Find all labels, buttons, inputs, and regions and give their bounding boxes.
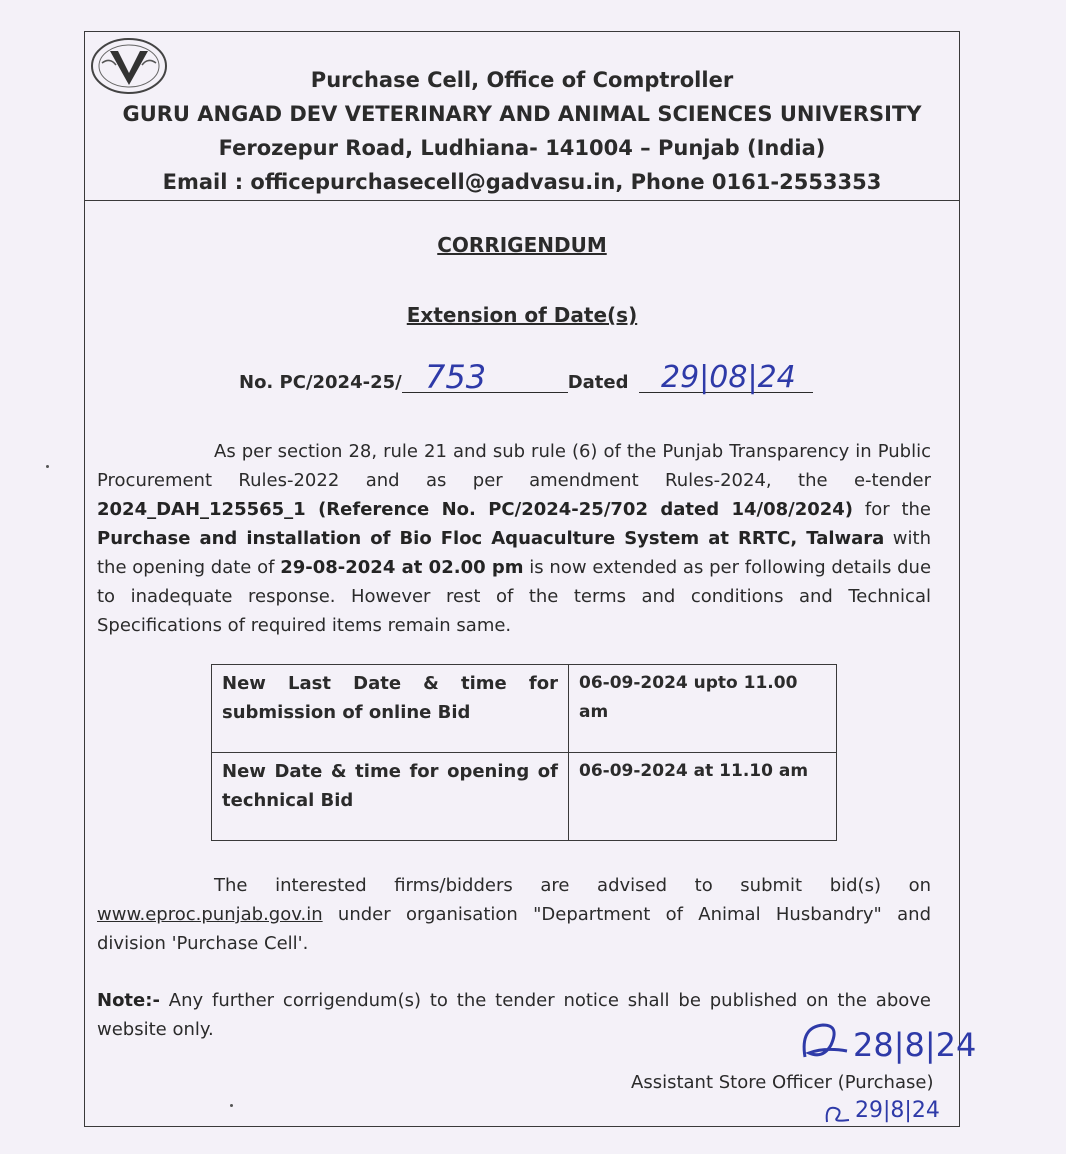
signature-scribble — [795, 1017, 855, 1067]
intro-text-4: is now extended as per following details due to inadequate response. However rest of the terms and conditions and Technical Specifications of required items remain same. — [97, 557, 932, 636]
scan-speck — [46, 465, 49, 468]
handwritten-signature-date-1: 28|8|24 — [853, 1026, 977, 1064]
table-cell-value: 06-09-2024 at 11.10 am — [569, 753, 837, 841]
handwritten-reference-number: 753 — [425, 358, 487, 396]
table-row — [212, 753, 837, 841]
table-cell-label: New Date & time for opening of technical Bid — [212, 753, 569, 841]
intro-text-1: As per section 28, rule 21 and sub rule (6) of the Punjab Transparency in Public Procurement Rules-2022 and as per amendment Rules-2024, the e-tender — [97, 441, 931, 491]
university-name: GURU ANGAD DEV VETERINARY AND ANIMAL SCIENCES UNIVERSITY — [122, 102, 922, 126]
scan-speck — [230, 1104, 233, 1107]
instructions-text-1: The interested firms/bidders are advised to submit bid(s) on — [214, 875, 931, 896]
table-cell-value: 06-09-2024 upto 11.00 am — [569, 665, 837, 753]
table-row — [212, 665, 837, 753]
initials-scribble — [823, 1102, 853, 1126]
document-subtitle: Extension of Date(s) — [406, 303, 638, 327]
office-name: Purchase Cell, Office of Comptroller — [310, 68, 734, 92]
document-title: CORRIGENDUM — [437, 233, 607, 257]
instructions-paragraph — [97, 871, 931, 958]
note-text: Any further corrigendum(s) to the tender notice shall be published on the above website only. — [97, 990, 931, 1040]
eproc-link[interactable]: www.eproc.punjab.gov.in — [97, 904, 323, 925]
letterhead — [85, 32, 959, 201]
dates-table — [211, 664, 837, 841]
signatory-designation: Assistant Store Officer (Purchase) — [631, 1072, 934, 1093]
tender-id: 2024_DAH_125565_1 (Reference No. PC/2024-25/702 dated 14/08/2024) — [97, 499, 854, 520]
intro-text-2: for the — [853, 499, 931, 520]
note-label: Note:- — [97, 990, 160, 1011]
table-cell-label: New Last Date & time for submission of online Bid — [212, 665, 569, 753]
dated-label: Dated — [567, 372, 629, 393]
handwritten-date: 29|08|24 — [661, 360, 796, 395]
address: Ferozepur Road, Ludhiana- 141004 – Punjab (India) — [218, 136, 826, 160]
contact-info: Email : officepurchasecell@gadvasu.in, Phone 0161-2553353 — [162, 170, 882, 194]
reference-prefix: No. PC/2024-25/ — [239, 372, 402, 393]
instructions-text-2: under organisation "Department of Animal Husbandry" and division 'Purchase Cell'. — [97, 904, 931, 954]
intro-text-3: with the opening date of — [97, 528, 931, 578]
tender-subject: Purchase and installation of Bio Floc Aquaculture System at RRTC, Talwara — [97, 528, 885, 549]
document-frame — [84, 31, 977, 1127]
handwritten-signature-date-2: 29|8|24 — [855, 1098, 940, 1123]
intro-paragraph — [97, 437, 931, 640]
original-opening-date: 29-08-2024 at 02.00 pm — [280, 557, 524, 578]
